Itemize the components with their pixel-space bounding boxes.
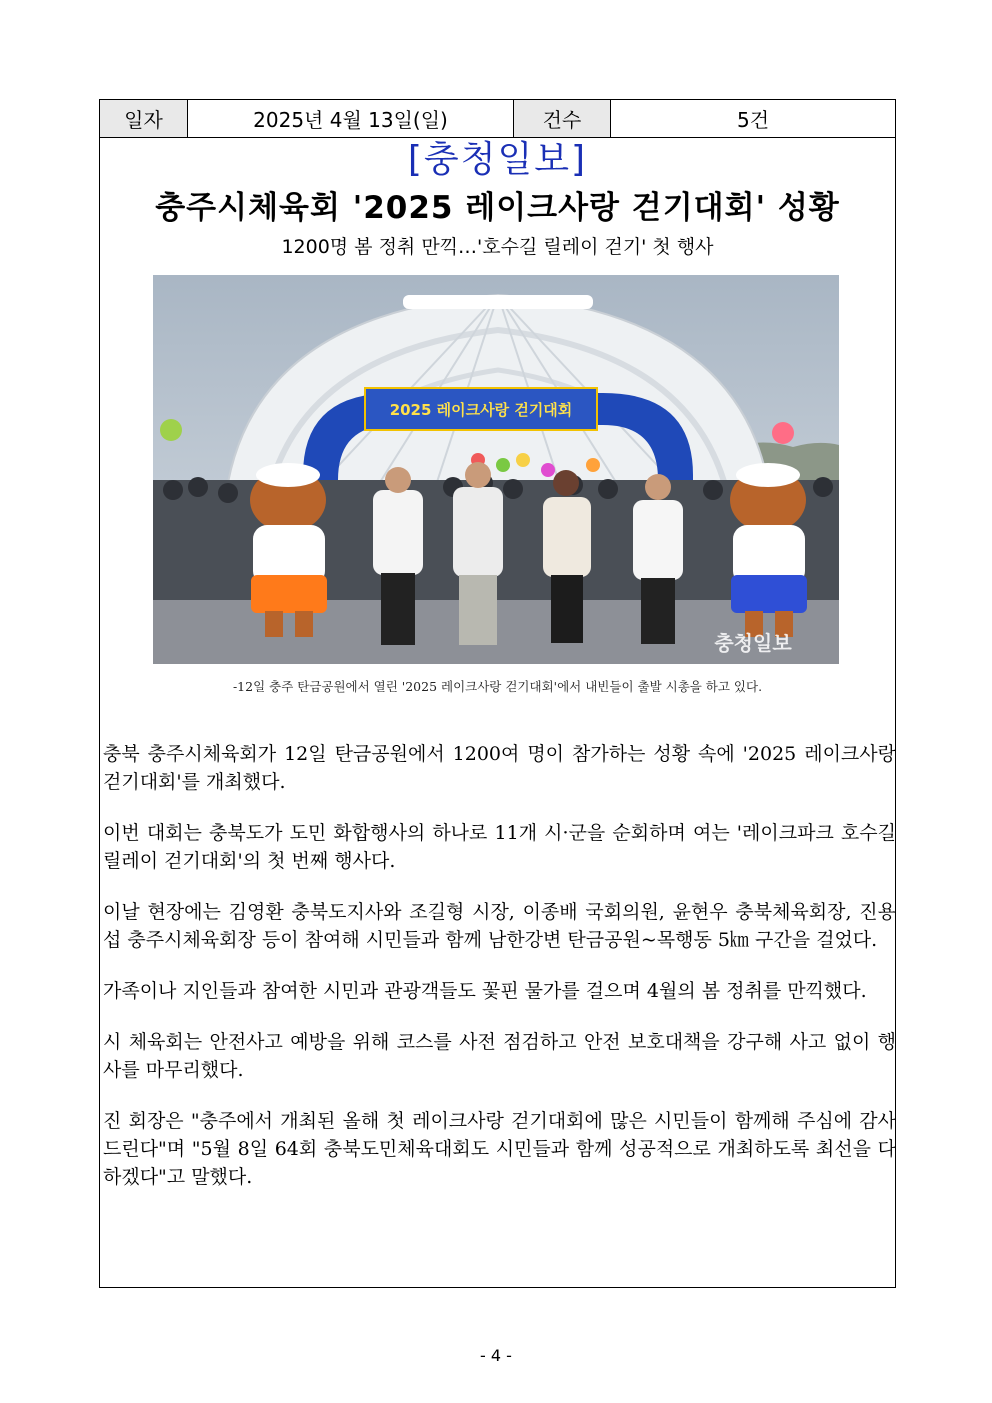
paragraph: 이번 대회는 충북도가 도민 화합행사의 하나로 11개 시·군을 순회하며 여는 '레이크파크 호수길 릴레이 걷기대회'의 첫 번째 행사다. [103, 822, 896, 872]
event-photo-illustration [153, 275, 839, 664]
article-subtitle: 1200명 봄 정취 만끽…'호수길 릴레이 걷기' 첫 행사 [281, 236, 714, 258]
page-number: - 4 - [480, 1346, 512, 1365]
mascot-right [730, 463, 807, 637]
paragraph: 이날 현장에는 김영환 충북도지사와 조길형 시장, 이종배 국회의원, 윤현우 충북체육회장, 진용섭 충주시체육회장 등이 참여해 시민들과 함께 남한강변 탄금공원~목행동 5㎞ 구간을 걸었다. [103, 901, 896, 951]
date-label: 일자 [100, 100, 188, 137]
count-label: 건수 [514, 100, 611, 137]
count-value: 5건 [611, 100, 895, 137]
paragraph: 가족이나 지인들과 참여한 시민과 관광객들도 꽃핀 물가를 걸으며 4월의 봄 정취를 만끽했다. [103, 980, 867, 1002]
event-photo [153, 275, 839, 664]
newspaper-source: [충청일보] [407, 139, 588, 180]
photo-watermark: 충청일보 [714, 631, 792, 655]
paragraph: 시 체육회는 안전사고 예방을 위해 코스를 사전 점검하고 안전 보호대책을 강구해 사고 없이 행사를 마무리했다. [103, 1031, 896, 1081]
mascot-left [250, 463, 327, 637]
article-body [103, 740, 896, 1214]
paragraph: 진 회장은 "충주에서 개최된 올해 첫 레이크사랑 걷기대회에 많은 시민들이 함께해 주심에 감사드린다"며 "5월 8일 64회 충북도민체육대회도 시민들과 함께 성공적으로 개최하도록 최선을 다하겠다"고 말했다. [103, 1110, 896, 1188]
info-header-row [100, 100, 895, 138]
article-title: 충주시체육회 '2025 레이크사랑 걷기대회' 성황 [155, 190, 840, 226]
paragraph: 충북 충주시체육회가 12일 탄금공원에서 1200여 명이 참가하는 성황 속에 '2025 레이크사랑 걷기대회'를 개최했다. [103, 743, 896, 793]
photo-caption: -12일 충주 탄금공원에서 열린 '2025 레이크사랑 걷기대회'에서 내빈들이 출발 시총을 하고 있다. [232, 679, 763, 694]
photo-banner-text: 2025 레이크사랑 걷기대회 [389, 401, 573, 419]
date-value: 2025년 4월 13일(일) [188, 100, 514, 137]
article-frame [99, 99, 896, 1288]
